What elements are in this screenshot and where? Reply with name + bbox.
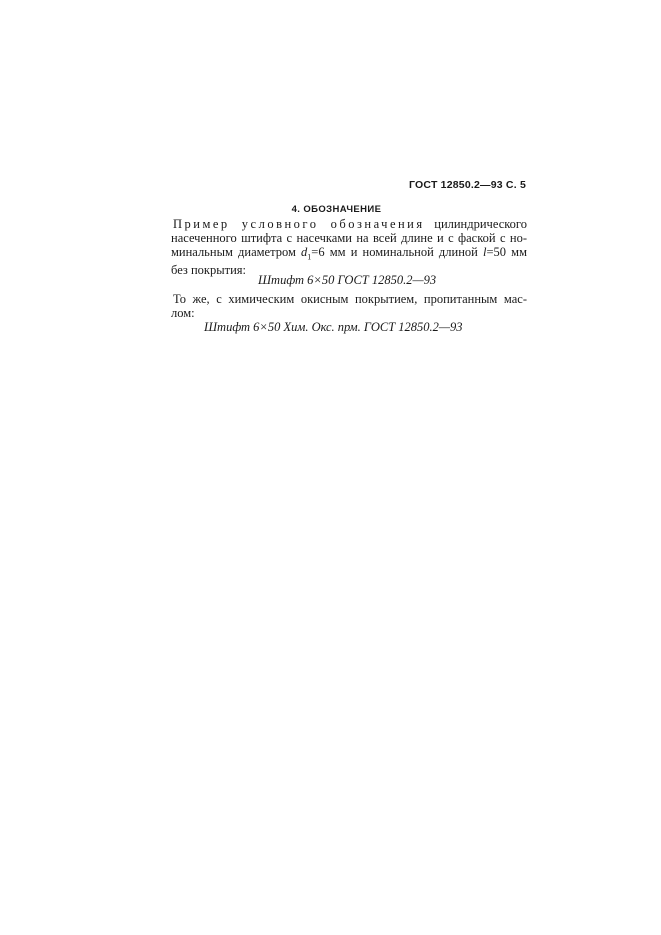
paragraph-text: минальным диаметром (171, 244, 296, 259)
paragraph-line: насеченного штифта с насечками на всей длине и с фаской с но- (171, 230, 527, 245)
section-title: 4. ОБОЗНАЧЕНИЕ (291, 204, 382, 215)
diameter-symbol: d (301, 244, 308, 259)
paragraph-line (171, 246, 527, 264)
diameter-subscript: 1 (307, 252, 312, 262)
paragraph-line: лом: (171, 305, 195, 320)
length-symbol: l (483, 244, 487, 259)
paragraph-line: То же, с химическим окисным покрытием, пропитанным мас- (173, 292, 527, 306)
paragraph-text: цилиндрического (434, 217, 527, 231)
paragraph-lead: Пример условного обозначения (173, 217, 425, 231)
paragraph-line: без покрытия: (171, 262, 246, 277)
designation-formula: Штифт 6×50 ГОСТ 12850.2—93 (258, 273, 437, 287)
paragraph-designation-example (171, 218, 527, 278)
page-header: ГОСТ 12850.2—93 С. 5 (409, 179, 526, 191)
paragraph-coated-example (171, 293, 527, 321)
paragraph-text: =6 мм и номинальной длиной (311, 244, 478, 259)
paragraph-text: =50 мм (486, 244, 528, 259)
designation-formula-coated: Штифт 6×50 Хим. Окс. прм. ГОСТ 12850.2—93 (204, 320, 463, 334)
paragraph-line (171, 218, 527, 232)
